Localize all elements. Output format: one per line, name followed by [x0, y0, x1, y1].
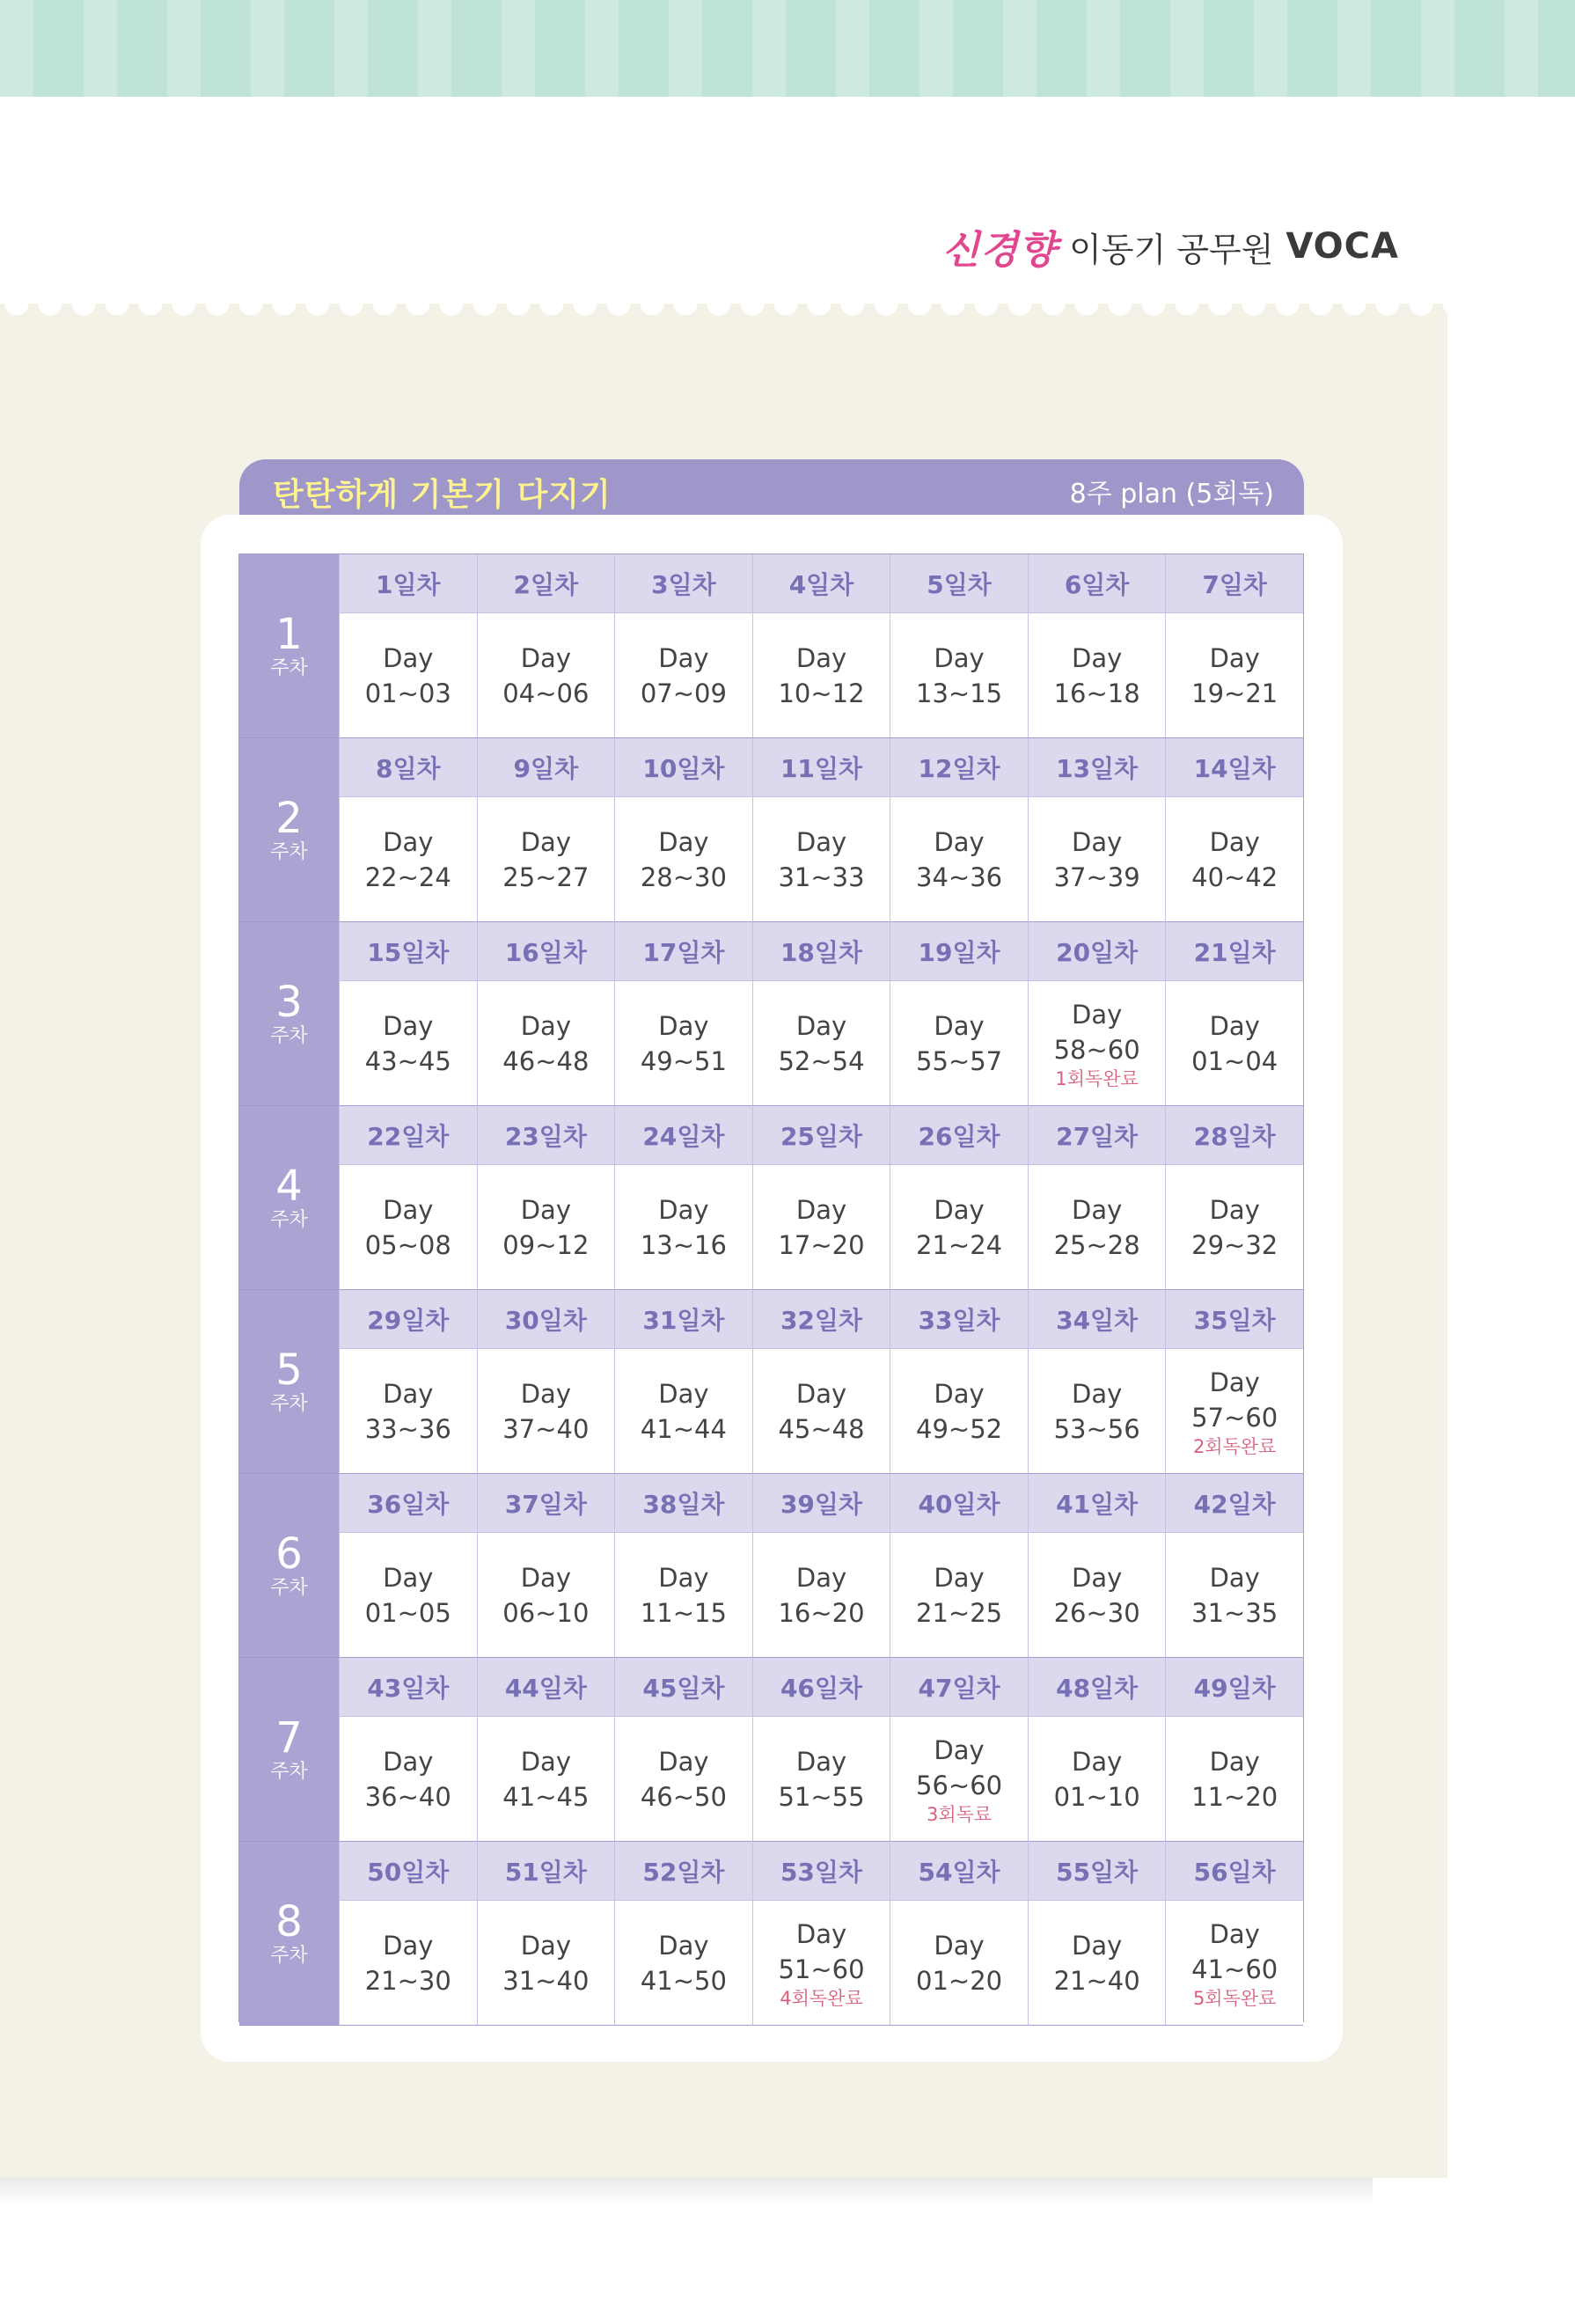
- day-word: Day: [520, 642, 571, 673]
- day-range: 57~60: [1191, 1402, 1278, 1433]
- day-cell: [752, 981, 890, 1106]
- day-label: 8일차: [339, 738, 477, 797]
- day-word: Day: [795, 642, 847, 673]
- week-label: [239, 554, 339, 738]
- day-label: 37일차: [477, 1474, 615, 1533]
- day-cell: [614, 1349, 752, 1474]
- completion-note: 5회독완료: [1192, 1987, 1277, 2009]
- day-range: 22~24: [364, 861, 451, 892]
- day-cell: [890, 1533, 1028, 1658]
- day-range: 40~42: [1191, 861, 1278, 892]
- week-label: [239, 1106, 339, 1290]
- day-range: 56~60: [916, 1770, 1003, 1800]
- week-label: [239, 1658, 339, 1842]
- day-label: 7일차: [1165, 554, 1303, 613]
- day-cell: [890, 981, 1028, 1106]
- day-range: 21~30: [364, 1965, 451, 1996]
- day-cell: [339, 613, 477, 738]
- day-word: Day: [383, 1010, 434, 1041]
- day-range: 16~18: [1053, 678, 1140, 708]
- day-cell: [477, 1533, 615, 1658]
- day-range: 33~36: [364, 1413, 451, 1444]
- day-word: Day: [383, 1562, 434, 1593]
- day-range: 13~15: [916, 678, 1003, 708]
- day-word: Day: [1209, 642, 1260, 673]
- day-cell: [752, 1349, 890, 1474]
- day-range: 05~08: [364, 1229, 451, 1260]
- day-label: 47일차: [890, 1658, 1028, 1717]
- day-word: Day: [520, 1746, 571, 1777]
- day-cell: [752, 797, 890, 922]
- day-range: 01~03: [364, 678, 451, 708]
- day-cell: [890, 1717, 1028, 1842]
- week-unit: 주차: [270, 1393, 308, 1415]
- day-label: 32일차: [752, 1290, 890, 1349]
- brand-logo: VOCA: [1286, 226, 1399, 267]
- day-word: Day: [1209, 1367, 1260, 1397]
- day-word: Day: [383, 1746, 434, 1777]
- day-cell: [477, 981, 615, 1106]
- day-range: 52~54: [778, 1045, 865, 1076]
- week-unit: 주차: [270, 1209, 308, 1231]
- day-range: 01~04: [1191, 1045, 1278, 1076]
- day-range: 17~20: [778, 1229, 865, 1260]
- day-word: Day: [1209, 826, 1260, 857]
- week-number: 8: [275, 1897, 303, 1946]
- day-range: 41~50: [640, 1965, 727, 1996]
- day-cell: [890, 1901, 1028, 2026]
- day-cell: [1028, 1717, 1166, 1842]
- day-word: Day: [658, 1746, 709, 1777]
- completion-note: 4회독완료: [780, 1987, 863, 2009]
- day-label: 10일차: [614, 738, 752, 797]
- day-label: 35일차: [1165, 1290, 1303, 1349]
- day-cell: [614, 1717, 752, 1842]
- day-label: 22일차: [339, 1106, 477, 1165]
- day-word: Day: [795, 826, 847, 857]
- day-range: 06~10: [502, 1597, 590, 1628]
- day-cell: [890, 1349, 1028, 1474]
- day-word: Day: [520, 1930, 571, 1961]
- day-cell: [1028, 1533, 1166, 1658]
- day-label: 12일차: [890, 738, 1028, 797]
- day-range: 11~15: [640, 1597, 727, 1628]
- day-word: Day: [934, 1010, 985, 1041]
- day-range: 31~33: [778, 861, 865, 892]
- day-cell: [890, 797, 1028, 922]
- day-label: 33일차: [890, 1290, 1028, 1349]
- day-cell: [1028, 1165, 1166, 1290]
- day-range: 01~05: [364, 1597, 451, 1628]
- day-label: 46일차: [752, 1658, 890, 1717]
- day-word: Day: [795, 1918, 847, 1949]
- day-label: 24일차: [614, 1106, 752, 1165]
- week-number: 2: [275, 794, 303, 843]
- day-word: Day: [383, 1378, 434, 1409]
- day-word: Day: [1072, 1930, 1123, 1961]
- day-cell: [1165, 1901, 1303, 2026]
- day-word: Day: [658, 826, 709, 857]
- day-range: 13~16: [640, 1229, 727, 1260]
- day-range: 31~35: [1191, 1597, 1278, 1628]
- day-range: 43~45: [364, 1045, 451, 1076]
- day-cell: [1028, 613, 1166, 738]
- day-cell: [752, 1717, 890, 1842]
- day-label: 17일차: [614, 922, 752, 981]
- day-cell: [1165, 797, 1303, 922]
- day-label: 31일차: [614, 1290, 752, 1349]
- day-word: Day: [1072, 642, 1123, 673]
- day-range: 31~40: [502, 1965, 590, 1996]
- day-range: 58~60: [1053, 1034, 1140, 1065]
- week-label: [239, 1290, 339, 1474]
- day-word: Day: [383, 1930, 434, 1961]
- day-cell: [1028, 797, 1166, 922]
- week-number: 4: [275, 1162, 303, 1211]
- day-range: 49~52: [916, 1413, 1003, 1444]
- day-label: 48일차: [1028, 1658, 1166, 1717]
- day-word: Day: [1072, 1194, 1123, 1225]
- day-cell: [614, 981, 752, 1106]
- day-label: 40일차: [890, 1474, 1028, 1533]
- day-cell: [339, 1165, 477, 1290]
- day-cell: [752, 1165, 890, 1290]
- day-word: Day: [520, 1010, 571, 1041]
- day-label: 9일차: [477, 738, 615, 797]
- day-cell: [339, 1717, 477, 1842]
- day-range: 51~60: [778, 1954, 865, 1984]
- day-cell: [752, 1901, 890, 2026]
- day-word: Day: [1072, 1746, 1123, 1777]
- week-unit: 주차: [270, 657, 308, 679]
- day-word: Day: [520, 1562, 571, 1593]
- day-label: 52일차: [614, 1842, 752, 1901]
- day-cell: [752, 613, 890, 738]
- day-label: 15일차: [339, 922, 477, 981]
- day-word: Day: [1209, 1010, 1260, 1041]
- day-word: Day: [795, 1378, 847, 1409]
- day-range: 09~12: [502, 1229, 590, 1260]
- day-cell: [477, 1349, 615, 1474]
- day-cell: [339, 797, 477, 922]
- day-range: 51~55: [778, 1781, 865, 1812]
- scalloped-edge: [0, 304, 1447, 321]
- day-cell: [614, 1901, 752, 2026]
- day-cell: [1165, 613, 1303, 738]
- day-range: 41~45: [502, 1781, 590, 1812]
- day-label: 26일차: [890, 1106, 1028, 1165]
- day-cell: [477, 613, 615, 738]
- day-range: 37~40: [502, 1413, 590, 1444]
- day-label: 49일차: [1165, 1658, 1303, 1717]
- day-cell: [339, 981, 477, 1106]
- week-number: 3: [275, 978, 303, 1027]
- brand-main-text: 이동기 공무원: [1069, 230, 1274, 269]
- day-word: Day: [1072, 1562, 1123, 1593]
- day-label: 29일차: [339, 1290, 477, 1349]
- day-range: 21~40: [1053, 1965, 1140, 1996]
- week-number: 5: [275, 1345, 303, 1395]
- day-word: Day: [934, 1734, 985, 1765]
- plan-title-tab: [239, 459, 1304, 521]
- day-cell: [614, 797, 752, 922]
- day-word: Day: [658, 1010, 709, 1041]
- day-label: 43일차: [339, 1658, 477, 1717]
- week-number: 7: [275, 1713, 303, 1763]
- day-cell: [339, 1349, 477, 1474]
- day-range: 28~30: [640, 861, 727, 892]
- day-label: 51일차: [477, 1842, 615, 1901]
- day-label: 44일차: [477, 1658, 615, 1717]
- week-unit: 주차: [270, 1025, 308, 1047]
- day-word: Day: [1209, 1746, 1260, 1777]
- day-cell: [614, 1165, 752, 1290]
- day-label: 14일차: [1165, 738, 1303, 797]
- day-label: 28일차: [1165, 1106, 1303, 1165]
- day-word: Day: [934, 642, 985, 673]
- day-cell: [752, 1533, 890, 1658]
- day-word: Day: [1209, 1194, 1260, 1225]
- completion-note: 3회독료: [926, 1803, 993, 1825]
- day-word: Day: [795, 1010, 847, 1041]
- day-word: Day: [1209, 1918, 1260, 1949]
- day-label: 34일차: [1028, 1290, 1166, 1349]
- day-range: 55~57: [916, 1045, 1003, 1076]
- day-range: 19~21: [1191, 678, 1278, 708]
- day-label: 41일차: [1028, 1474, 1166, 1533]
- day-range: 41~60: [1191, 1954, 1278, 1984]
- day-label: 45일차: [614, 1658, 752, 1717]
- day-label: 20일차: [1028, 922, 1166, 981]
- week-label: [239, 922, 339, 1106]
- day-label: 2일차: [477, 554, 615, 613]
- day-label: 16일차: [477, 922, 615, 981]
- day-label: 25일차: [752, 1106, 890, 1165]
- day-range: 01~10: [1053, 1781, 1140, 1812]
- day-label: 3일차: [614, 554, 752, 613]
- week-label: [239, 1842, 339, 2026]
- day-label: 6일차: [1028, 554, 1166, 613]
- day-range: 04~06: [502, 678, 590, 708]
- day-cell: [1028, 1349, 1166, 1474]
- day-range: 45~48: [778, 1413, 865, 1444]
- day-cell: [1165, 1165, 1303, 1290]
- week-number: 1: [275, 610, 303, 659]
- day-cell: [1028, 1901, 1166, 2026]
- panel-shadow: [0, 2178, 1373, 2204]
- day-label: 54일차: [890, 1842, 1028, 1901]
- day-word: Day: [934, 826, 985, 857]
- plan-subtitle: 8주 plan (5회독): [1069, 479, 1274, 510]
- plan-title: 탄탄하게 기본기 다지기: [273, 477, 612, 513]
- day-range: 25~28: [1053, 1229, 1140, 1260]
- day-range: 21~25: [916, 1597, 1003, 1628]
- day-word: Day: [383, 1194, 434, 1225]
- day-label: 53일차: [752, 1842, 890, 1901]
- day-label: 5일차: [890, 554, 1028, 613]
- day-label: 11일차: [752, 738, 890, 797]
- day-word: Day: [1072, 826, 1123, 857]
- day-cell: [1165, 1533, 1303, 1658]
- day-cell: [477, 1717, 615, 1842]
- day-range: 37~39: [1053, 861, 1140, 892]
- day-label: 19일차: [890, 922, 1028, 981]
- day-range: 16~20: [778, 1597, 865, 1628]
- week-unit: 주차: [270, 1945, 308, 1967]
- day-word: Day: [1072, 999, 1123, 1030]
- day-cell: [890, 1165, 1028, 1290]
- day-label: 27일차: [1028, 1106, 1166, 1165]
- day-label: 55일차: [1028, 1842, 1166, 1901]
- day-range: 46~50: [640, 1781, 727, 1812]
- week-label: [239, 1474, 339, 1658]
- day-label: 39일차: [752, 1474, 890, 1533]
- day-range: 53~56: [1053, 1413, 1140, 1444]
- week-label: [239, 738, 339, 922]
- day-cell: [477, 1165, 615, 1290]
- day-label: 42일차: [1165, 1474, 1303, 1533]
- day-cell: [1165, 1717, 1303, 1842]
- day-word: Day: [934, 1930, 985, 1961]
- day-label: 56일차: [1165, 1842, 1303, 1901]
- day-cell: [1028, 981, 1166, 1106]
- day-word: Day: [934, 1194, 985, 1225]
- day-word: Day: [383, 826, 434, 857]
- day-cell: [477, 1901, 615, 2026]
- day-cell: [614, 1533, 752, 1658]
- day-word: Day: [934, 1562, 985, 1593]
- brand-accent-text: 신경향: [941, 228, 1058, 273]
- day-label: 38일차: [614, 1474, 752, 1533]
- completion-note: 1회독완료: [1055, 1067, 1139, 1089]
- day-range: 26~30: [1053, 1597, 1140, 1628]
- week-unit: 주차: [270, 841, 308, 863]
- day-range: 49~51: [640, 1045, 727, 1076]
- day-word: Day: [658, 1194, 709, 1225]
- brand-header: [942, 222, 1399, 271]
- day-label: 18일차: [752, 922, 890, 981]
- day-word: Day: [658, 642, 709, 673]
- completion-note: 2회독완료: [1192, 1435, 1277, 1457]
- day-range: 01~20: [916, 1965, 1003, 1996]
- day-range: 41~44: [640, 1413, 727, 1444]
- day-label: 23일차: [477, 1106, 615, 1165]
- day-cell: [339, 1533, 477, 1658]
- day-word: Day: [658, 1930, 709, 1961]
- day-range: 25~27: [502, 861, 590, 892]
- day-label: 13일차: [1028, 738, 1166, 797]
- day-word: Day: [1209, 1562, 1260, 1593]
- day-range: 10~12: [778, 678, 865, 708]
- day-word: Day: [383, 642, 434, 673]
- day-range: 21~24: [916, 1229, 1003, 1260]
- day-word: Day: [795, 1194, 847, 1225]
- schedule-table: [238, 554, 1304, 2022]
- day-label: 1일차: [339, 554, 477, 613]
- day-range: 36~40: [364, 1781, 451, 1812]
- day-range: 46~48: [502, 1045, 590, 1076]
- week-number: 6: [275, 1529, 303, 1579]
- day-label: 30일차: [477, 1290, 615, 1349]
- day-label: 36일차: [339, 1474, 477, 1533]
- day-cell: [890, 613, 1028, 738]
- day-cell: [477, 797, 615, 922]
- week-unit: 주차: [270, 1577, 308, 1599]
- day-label: 50일차: [339, 1842, 477, 1901]
- day-word: Day: [1072, 1378, 1123, 1409]
- day-word: Day: [520, 826, 571, 857]
- day-word: Day: [934, 1378, 985, 1409]
- day-range: 11~20: [1191, 1781, 1278, 1812]
- day-word: Day: [658, 1378, 709, 1409]
- day-word: Day: [795, 1746, 847, 1777]
- top-stripe-band: [0, 0, 1575, 97]
- day-word: Day: [795, 1562, 847, 1593]
- day-range: 29~32: [1191, 1229, 1278, 1260]
- day-label: 21일차: [1165, 922, 1303, 981]
- day-cell: [339, 1901, 477, 2026]
- day-cell: [614, 613, 752, 738]
- day-range: 07~09: [640, 678, 727, 708]
- day-word: Day: [658, 1562, 709, 1593]
- day-range: 34~36: [916, 861, 1003, 892]
- day-label: 4일차: [752, 554, 890, 613]
- day-cell: [1165, 981, 1303, 1106]
- day-word: Day: [520, 1378, 571, 1409]
- week-unit: 주차: [270, 1761, 308, 1783]
- day-cell: [1165, 1349, 1303, 1474]
- day-word: Day: [520, 1194, 571, 1225]
